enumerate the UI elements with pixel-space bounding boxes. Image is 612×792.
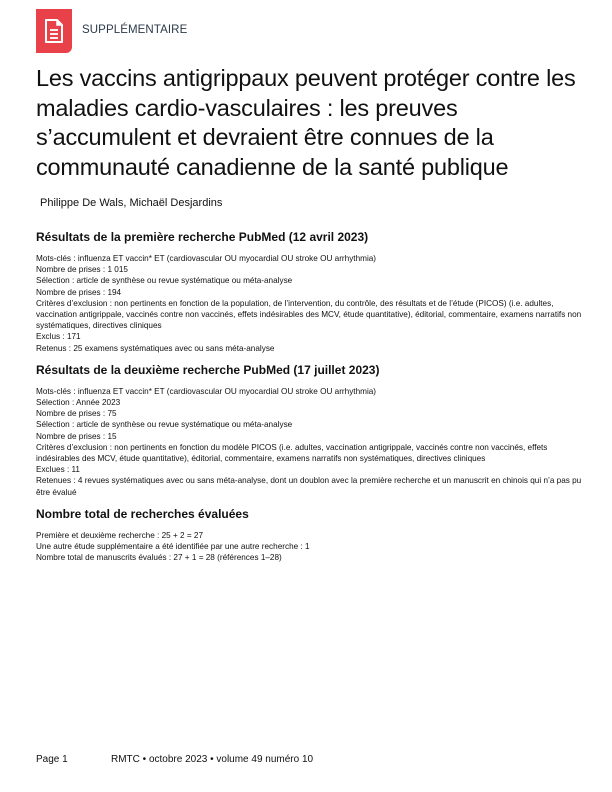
section-first-search [36, 230, 592, 354]
text-line: Exclues : 11 [36, 465, 80, 475]
section-lines [36, 253, 592, 354]
text-line: Mots-clés : influenza ET vaccin* ET (cardiovascular OU myocardial OU stroke OU arrhythmia) [36, 254, 377, 263]
section-lines [36, 530, 592, 564]
section-lines [36, 386, 592, 498]
text-line: Mots-clés : influenza ET vaccin* ET (cardiovascular OU myocardial OU stroke OU arrhythmia) [36, 386, 377, 396]
article-authors: Philippe De Wals, Michaël Desjardins [40, 197, 223, 209]
text-line: Nombre total de manuscrits évalués : 27 + 1 = 28 (références 1–28) [36, 553, 282, 563]
journal-citation: RMTC • octobre 2023 • volume 49 numéro 10 [111, 754, 314, 765]
section-label: SUPPLÉMENTAIRE [82, 24, 188, 36]
text-line: Sélection : article de synthèse ou revue systématique ou méta-analyse [36, 276, 293, 286]
text-line: Sélection : Année 2023 [36, 398, 121, 408]
article-content [36, 230, 592, 572]
text-line: Sélection : article de synthèse ou revue systématique ou méta-analyse [36, 420, 293, 430]
article-title: Les vaccins antigrippaux peuvent protéger contre les maladies cardio-vasculaires : les preuves s’accumulent et devraient être connues de la communauté canadienne de la santé publique [36, 65, 576, 180]
page-footer [36, 754, 314, 765]
text-line: Retenues : 4 revues systématiques avec ou sans méta-analyse, dont un doublon avec la première recherche et un manuscrit en chinois qui n’a pas pu être évalué [36, 476, 582, 497]
text-line: Nombre de prises : 194 [36, 287, 122, 297]
supplementary-badge [36, 9, 72, 53]
page-number: Page 1 [36, 754, 68, 765]
text-line: Exclus : 171 [36, 332, 81, 342]
text-line: Première et deuxième recherche : 25 + 2 = 27 [36, 530, 204, 540]
text-line: Critères d’exclusion : non pertinents en fonction de la population, de l’intervention, du contrôle, des résultats et de l’étude (PICOS) (i.e. adultes, vaccination antigrippale, vaccinés contre non vaccinés, effets indésirables des MCV, étude quantitative), éditorial, commentaire, examens narratifs non systématiques, directives cliniques [36, 298, 582, 331]
text-line: Nombre de prises : 1 015 [36, 265, 128, 275]
section-heading: Nombre total de recherches évaluées [36, 506, 249, 521]
text-line: Critères d’exclusion : non pertinents en fonction du modèle PICOS (i.e. adultes, vaccination antigrippale, vaccinés contre non vaccinés, effets indésirables des MCV, étude quantitative), éditorial, commentaire, examens narratifs non systématiques, directives cliniques [36, 442, 548, 464]
text-line: Une autre étude supplémentaire a été identifiée par une autre recherche : 1 [36, 542, 310, 552]
text-line: Nombre de prises : 15 [36, 431, 117, 441]
text-line: Retenus : 25 examens systématiques avec ou sans méta-analyse [36, 343, 275, 353]
section-total [36, 507, 592, 564]
section-heading: Résultats de la deuxième recherche PubMed (17 juillet 2023) [36, 362, 380, 377]
section-heading: Résultats de la première recherche PubMed (12 avril 2023) [36, 230, 369, 244]
text-line: Nombre de prises : 75 [36, 409, 117, 419]
document-icon [44, 19, 64, 43]
section-second-search [36, 363, 592, 498]
